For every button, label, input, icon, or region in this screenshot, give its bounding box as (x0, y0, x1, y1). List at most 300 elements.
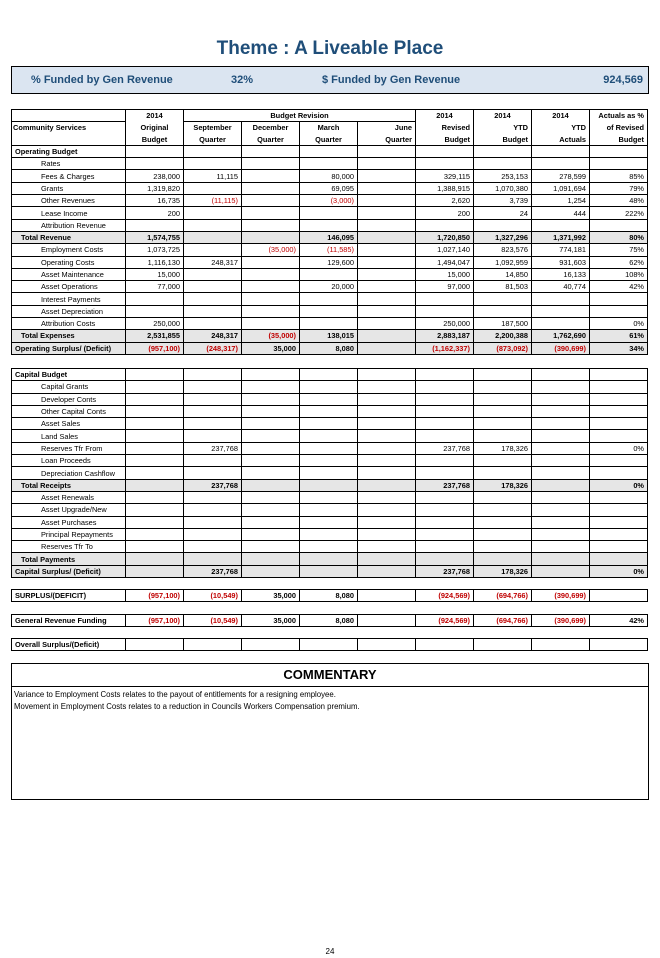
value-cell (242, 293, 300, 305)
value-cell (416, 467, 474, 479)
value-cell (242, 182, 300, 194)
value-cell (416, 430, 474, 442)
value-cell (184, 504, 242, 516)
value-cell: 1,574,755 (126, 231, 184, 243)
value-cell (184, 207, 242, 219)
value-cell: 11,115 (184, 170, 242, 182)
row-label: Asset Operations (12, 281, 126, 293)
value-cell (358, 528, 416, 540)
value-cell (532, 369, 590, 381)
value-cell (590, 528, 648, 540)
row-label: General Revenue Funding (12, 615, 126, 627)
table-row (12, 231, 648, 243)
value-cell (184, 467, 242, 479)
value-cell (126, 528, 184, 540)
col-bot: Quarter (242, 134, 300, 146)
pct-funded-label: % Funded by Gen Revenue (31, 74, 173, 86)
value-cell: 200 (126, 207, 184, 219)
value-cell (242, 528, 300, 540)
table-row (12, 381, 648, 393)
value-cell (474, 418, 532, 430)
col-mid: December (242, 122, 300, 134)
row-label: Land Sales (12, 430, 126, 442)
value-cell (416, 491, 474, 503)
value-cell: 1,091,694 (532, 182, 590, 194)
value-cell (242, 145, 300, 157)
value-cell: 138,015 (300, 330, 358, 342)
row-label: Interest Payments (12, 293, 126, 305)
value-cell (474, 305, 532, 317)
table-row (12, 318, 648, 330)
table-row (12, 281, 648, 293)
value-cell (358, 256, 416, 268)
col-bot: Budget (416, 134, 474, 146)
header-blank-cell (12, 134, 126, 146)
value-cell (242, 405, 300, 417)
value-cell (590, 455, 648, 467)
value-cell (300, 639, 358, 651)
value-cell (358, 467, 416, 479)
value-cell (242, 504, 300, 516)
row-label: Operating Budget (12, 145, 126, 157)
value-cell: 42% (590, 615, 648, 627)
table-row (12, 195, 648, 207)
value-cell (474, 504, 532, 516)
row-label: Principal Repayments (12, 528, 126, 540)
col-bot: Budget (474, 134, 532, 146)
value-cell: (11,115) (184, 195, 242, 207)
value-cell (532, 219, 590, 231)
table-row (12, 418, 648, 430)
row-label: Loan Proceeds (12, 455, 126, 467)
value-cell (590, 504, 648, 516)
value-cell: 250,000 (126, 318, 184, 330)
col-bot: Quarter (184, 134, 242, 146)
value-cell (532, 158, 590, 170)
col-mid: June (358, 122, 416, 134)
value-cell (358, 590, 416, 602)
value-cell (126, 293, 184, 305)
amt-funded-label: $ Funded by Gen Revenue (322, 74, 461, 86)
row-label: Attribution Revenue (12, 219, 126, 231)
value-cell (242, 491, 300, 503)
value-cell: 237,768 (416, 479, 474, 491)
table-row (12, 268, 648, 280)
value-cell (358, 615, 416, 627)
row-label: Reserves Tfr From (12, 442, 126, 454)
value-cell: (873,092) (474, 342, 532, 354)
row-label: Total Payments (12, 553, 126, 565)
value-cell: 77,000 (126, 281, 184, 293)
value-cell (532, 639, 590, 651)
table-row (12, 293, 648, 305)
value-cell: (1,162,337) (416, 342, 474, 354)
value-cell: (11,585) (300, 244, 358, 256)
value-cell (242, 158, 300, 170)
value-cell (358, 207, 416, 219)
value-cell (126, 418, 184, 430)
value-cell (300, 491, 358, 503)
value-cell: 237,768 (184, 565, 242, 577)
col-mid: March (300, 122, 358, 134)
value-cell: 35,000 (242, 590, 300, 602)
value-cell (532, 293, 590, 305)
col-mid: YTD (532, 122, 590, 134)
capital-budget-table (11, 368, 648, 578)
value-cell: 0% (590, 565, 648, 577)
value-cell (300, 393, 358, 405)
value-cell: (390,699) (532, 342, 590, 354)
value-cell: 40,774 (532, 281, 590, 293)
value-cell (300, 541, 358, 553)
value-cell (358, 565, 416, 577)
value-cell (590, 590, 648, 602)
value-cell: 1,388,915 (416, 182, 474, 194)
value-cell (300, 405, 358, 417)
value-cell (126, 369, 184, 381)
value-cell (300, 430, 358, 442)
value-cell (126, 455, 184, 467)
value-cell (184, 553, 242, 565)
value-cell: 178,326 (474, 565, 532, 577)
value-cell (242, 268, 300, 280)
value-cell: 178,326 (474, 442, 532, 454)
value-cell: (957,100) (126, 342, 184, 354)
value-cell (300, 504, 358, 516)
value-cell (242, 318, 300, 330)
table-row (12, 369, 648, 381)
value-cell (358, 244, 416, 256)
value-cell (242, 455, 300, 467)
col-bot: Budget (590, 134, 648, 146)
value-cell (242, 369, 300, 381)
table-row (12, 615, 648, 627)
value-cell: 15,000 (126, 268, 184, 280)
row-label: Developer Conts (12, 393, 126, 405)
value-cell: 8,080 (300, 615, 358, 627)
table-row (12, 442, 648, 454)
value-cell: 0% (590, 479, 648, 491)
value-cell (126, 305, 184, 317)
col-top-actuals-pct: Actuals as % (590, 110, 648, 122)
value-cell (242, 381, 300, 393)
value-cell: 200 (416, 207, 474, 219)
value-cell (474, 219, 532, 231)
row-label: Grants (12, 182, 126, 194)
value-cell (358, 491, 416, 503)
col-bot: Actuals (532, 134, 590, 146)
table-row (12, 565, 648, 577)
value-cell: 20,000 (300, 281, 358, 293)
value-cell (532, 467, 590, 479)
commentary-line: Movement in Employment Costs relates to a reduction in Councils Workers Compensation premium. (14, 702, 360, 711)
col-top-budget-revision: Budget Revision (184, 110, 416, 122)
value-cell (474, 553, 532, 565)
value-cell: 1,027,140 (416, 244, 474, 256)
value-cell (532, 491, 590, 503)
value-cell (532, 528, 590, 540)
value-cell (242, 231, 300, 243)
value-cell: (3,000) (300, 195, 358, 207)
value-cell (242, 207, 300, 219)
value-cell: 1,371,992 (532, 231, 590, 243)
value-cell: 85% (590, 170, 648, 182)
value-cell: 97,000 (416, 281, 474, 293)
value-cell: 248,317 (184, 256, 242, 268)
value-cell (358, 430, 416, 442)
row-label: Asset Purchases (12, 516, 126, 528)
value-cell (532, 318, 590, 330)
value-cell (184, 281, 242, 293)
value-cell (474, 381, 532, 393)
value-cell (358, 195, 416, 207)
value-cell: (248,317) (184, 342, 242, 354)
value-cell: 80,000 (300, 170, 358, 182)
row-label: Capital Surplus/ (Deficit) (12, 565, 126, 577)
value-cell (300, 268, 358, 280)
col-mid: Original (126, 122, 184, 134)
value-cell: (957,100) (126, 590, 184, 602)
value-cell: 1,720,850 (416, 231, 474, 243)
row-label: Other Capital Conts (12, 405, 126, 417)
value-cell (300, 381, 358, 393)
value-cell (590, 393, 648, 405)
value-cell (416, 293, 474, 305)
value-cell: 1,319,820 (126, 182, 184, 194)
value-cell (242, 219, 300, 231)
value-cell: 248,317 (184, 330, 242, 342)
value-cell: 2,531,855 (126, 330, 184, 342)
value-cell (242, 553, 300, 565)
surplus-table (11, 589, 648, 602)
value-cell (474, 369, 532, 381)
col-mid: Revised (416, 122, 474, 134)
value-cell (474, 293, 532, 305)
col-mid: of Revised (590, 122, 648, 134)
value-cell (532, 455, 590, 467)
value-cell (416, 541, 474, 553)
value-cell (590, 541, 648, 553)
value-cell (242, 467, 300, 479)
value-cell: 48% (590, 195, 648, 207)
value-cell (242, 479, 300, 491)
value-cell (532, 393, 590, 405)
value-cell (358, 318, 416, 330)
value-cell: 1,073,725 (126, 244, 184, 256)
value-cell: (10,549) (184, 615, 242, 627)
value-cell (242, 393, 300, 405)
value-cell: 2,620 (416, 195, 474, 207)
value-cell: 79% (590, 182, 648, 194)
value-cell (474, 491, 532, 503)
value-cell (532, 442, 590, 454)
table-row (12, 219, 648, 231)
row-label: Total Receipts (12, 479, 126, 491)
value-cell (358, 145, 416, 157)
value-cell: 14,850 (474, 268, 532, 280)
value-cell (184, 158, 242, 170)
row-label: Operating Costs (12, 256, 126, 268)
table-row (12, 491, 648, 503)
value-cell (358, 405, 416, 417)
value-cell (474, 158, 532, 170)
value-cell (184, 405, 242, 417)
value-cell: 15,000 (416, 268, 474, 280)
row-label: Total Expenses (12, 330, 126, 342)
value-cell (416, 405, 474, 417)
value-cell (532, 479, 590, 491)
table-row (12, 393, 648, 405)
value-cell (474, 639, 532, 651)
row-label: Depreciation Cashflow (12, 467, 126, 479)
commentary-heading: COMMENTARY (12, 664, 648, 687)
value-cell (474, 467, 532, 479)
value-cell: 823,576 (474, 244, 532, 256)
value-cell: 62% (590, 256, 648, 268)
value-cell: (924,569) (416, 590, 474, 602)
value-cell: 16,133 (532, 268, 590, 280)
value-cell: 237,768 (416, 565, 474, 577)
value-cell (126, 145, 184, 157)
value-cell (300, 145, 358, 157)
value-cell (126, 219, 184, 231)
value-cell (184, 491, 242, 503)
value-cell: 237,768 (184, 479, 242, 491)
value-cell (300, 318, 358, 330)
table-row (12, 541, 648, 553)
value-cell (300, 528, 358, 540)
value-cell: 0% (590, 442, 648, 454)
value-cell (416, 504, 474, 516)
table-row (12, 455, 648, 467)
value-cell (242, 170, 300, 182)
row-label: Reserves Tfr To (12, 541, 126, 553)
value-cell (358, 393, 416, 405)
value-cell (126, 430, 184, 442)
value-cell (474, 516, 532, 528)
row-label: Capital Grants (12, 381, 126, 393)
value-cell (358, 268, 416, 280)
value-cell (184, 455, 242, 467)
value-cell (184, 639, 242, 651)
value-cell (300, 516, 358, 528)
value-cell (242, 541, 300, 553)
value-cell (126, 393, 184, 405)
value-cell (590, 639, 648, 651)
value-cell: 81,503 (474, 281, 532, 293)
value-cell (474, 528, 532, 540)
table-row (12, 256, 648, 268)
value-cell: 278,599 (532, 170, 590, 182)
value-cell (126, 381, 184, 393)
value-cell (184, 293, 242, 305)
value-cell: 1,494,047 (416, 256, 474, 268)
value-cell: 774,181 (532, 244, 590, 256)
value-cell (590, 219, 648, 231)
value-cell: (694,766) (474, 590, 532, 602)
value-cell: 69,095 (300, 182, 358, 194)
value-cell: 237,768 (416, 442, 474, 454)
row-label: Asset Upgrade/New (12, 504, 126, 516)
col-bot: Quarter (300, 134, 358, 146)
row-label: Rates (12, 158, 126, 170)
value-cell (126, 442, 184, 454)
value-cell (126, 553, 184, 565)
value-cell (358, 479, 416, 491)
value-cell (126, 405, 184, 417)
value-cell (416, 418, 474, 430)
value-cell (358, 281, 416, 293)
row-label: Other Revenues (12, 195, 126, 207)
value-cell (126, 541, 184, 553)
row-label: Fees & Charges (12, 170, 126, 182)
row-label: Employment Costs (12, 244, 126, 256)
value-cell (126, 565, 184, 577)
amt-funded-value: 924,569 (603, 74, 643, 86)
row-label: Lease Income (12, 207, 126, 219)
value-cell (126, 491, 184, 503)
value-cell (590, 293, 648, 305)
value-cell (532, 381, 590, 393)
value-cell: (390,699) (532, 615, 590, 627)
value-cell: 1,070,380 (474, 182, 532, 194)
table-row (12, 244, 648, 256)
value-cell (300, 305, 358, 317)
value-cell (242, 516, 300, 528)
col-top-ytd-budget: 2014 (474, 110, 532, 122)
value-cell: (35,000) (242, 330, 300, 342)
value-cell (184, 418, 242, 430)
commentary-line: Variance to Employment Costs relates to the payout of entitlements for a resigning employee. (14, 690, 336, 699)
value-cell: 146,095 (300, 231, 358, 243)
value-cell: 2,200,388 (474, 330, 532, 342)
value-cell (416, 393, 474, 405)
value-cell: 3,739 (474, 195, 532, 207)
value-cell (416, 158, 474, 170)
value-cell (184, 145, 242, 157)
value-cell: (35,000) (242, 244, 300, 256)
value-cell (184, 219, 242, 231)
value-cell (184, 305, 242, 317)
value-cell: (10,549) (184, 590, 242, 602)
value-cell (474, 405, 532, 417)
table-row (12, 207, 648, 219)
value-cell (358, 381, 416, 393)
value-cell: 931,603 (532, 256, 590, 268)
value-cell (590, 158, 648, 170)
value-cell (532, 145, 590, 157)
value-cell (242, 195, 300, 207)
value-cell (416, 219, 474, 231)
table-row (12, 639, 648, 651)
value-cell (184, 541, 242, 553)
value-cell: 34% (590, 342, 648, 354)
value-cell: 8,080 (300, 342, 358, 354)
table-row (12, 504, 648, 516)
value-cell (358, 639, 416, 651)
value-cell (300, 418, 358, 430)
row-label: Asset Depreciation (12, 305, 126, 317)
value-cell: 1,116,130 (126, 256, 184, 268)
value-cell (184, 318, 242, 330)
value-cell (242, 418, 300, 430)
value-cell (416, 369, 474, 381)
value-cell (358, 182, 416, 194)
value-cell (358, 455, 416, 467)
value-cell: 1,762,690 (532, 330, 590, 342)
value-cell: 8,080 (300, 590, 358, 602)
row-label: SURPLUS/(DEFICIT) (12, 590, 126, 602)
